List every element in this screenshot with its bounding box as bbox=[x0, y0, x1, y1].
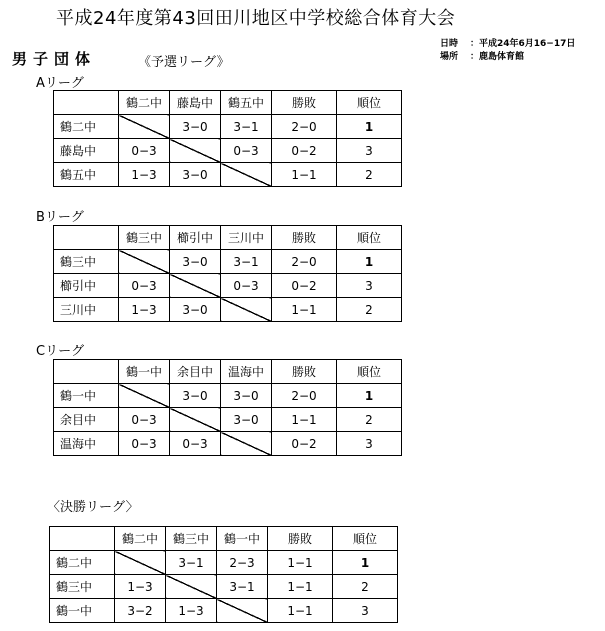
table-row bbox=[54, 298, 402, 322]
team-name-cell: 藤島中 bbox=[54, 139, 119, 163]
header-cell: 温海中 bbox=[221, 360, 272, 384]
score-cell: 0−3 bbox=[221, 274, 272, 298]
date-label: 日時 bbox=[440, 39, 459, 49]
header-cell: 余目中 bbox=[170, 360, 221, 384]
section-title: 男子団体 bbox=[12, 50, 97, 68]
score-cell: 3−0 bbox=[170, 384, 221, 408]
table-header-row bbox=[54, 226, 402, 250]
header-cell: 順位 bbox=[337, 226, 402, 250]
record-cell: 2−0 bbox=[272, 250, 337, 274]
score-cell: 3−0 bbox=[170, 298, 221, 322]
table-row bbox=[50, 599, 398, 623]
table-row bbox=[54, 250, 402, 274]
score-cell: 3−1 bbox=[221, 250, 272, 274]
table-row bbox=[50, 551, 398, 575]
diagonal-cell bbox=[170, 408, 221, 432]
record-cell: 1−1 bbox=[268, 575, 333, 599]
league-table bbox=[53, 225, 402, 322]
score-cell: 0−3 bbox=[119, 432, 170, 456]
header-cell: 鶴五中 bbox=[221, 91, 272, 115]
league-label: Cリーグ bbox=[36, 344, 85, 359]
header-cell bbox=[54, 226, 119, 250]
rank-cell: 3 bbox=[333, 599, 398, 623]
header-cell: 鶴二中 bbox=[119, 91, 170, 115]
team-name-cell: 余目中 bbox=[54, 408, 119, 432]
round-label: 《予選リーグ》 bbox=[138, 55, 230, 70]
diagonal-cell bbox=[221, 432, 272, 456]
table-row bbox=[54, 274, 402, 298]
score-cell: 0−3 bbox=[221, 139, 272, 163]
league-table bbox=[53, 359, 402, 456]
venue-value: ：鹿島体育館 bbox=[470, 52, 525, 62]
record-cell: 0−2 bbox=[272, 274, 337, 298]
team-name-cell: 鶴五中 bbox=[54, 163, 119, 187]
score-cell: 3−1 bbox=[217, 575, 268, 599]
team-name-cell: 鶴二中 bbox=[54, 115, 119, 139]
rank-cell: 2 bbox=[337, 298, 402, 322]
table-header-row bbox=[54, 360, 402, 384]
header-cell: 三川中 bbox=[221, 226, 272, 250]
page-title: 平成24年度第43回田川地区中学校総合体育大会 bbox=[56, 8, 456, 29]
score-cell: 3−1 bbox=[221, 115, 272, 139]
score-cell: 1−3 bbox=[119, 163, 170, 187]
rank-cell: 1 bbox=[337, 115, 402, 139]
record-cell: 0−2 bbox=[272, 432, 337, 456]
score-cell: 1−3 bbox=[115, 575, 166, 599]
team-name-cell: 鶴三中 bbox=[50, 575, 115, 599]
rank-cell: 3 bbox=[337, 274, 402, 298]
header-cell: 鶴三中 bbox=[166, 527, 217, 551]
rank-cell: 1 bbox=[337, 384, 402, 408]
header-cell: 勝敗 bbox=[272, 91, 337, 115]
header-cell bbox=[54, 91, 119, 115]
rank-cell: 2 bbox=[333, 575, 398, 599]
team-name-cell: 鶴一中 bbox=[50, 599, 115, 623]
header-cell: 勝敗 bbox=[268, 527, 333, 551]
rank-cell: 3 bbox=[337, 432, 402, 456]
table-header-row bbox=[54, 91, 402, 115]
header-cell: 櫛引中 bbox=[170, 226, 221, 250]
score-cell: 3−0 bbox=[221, 384, 272, 408]
diagonal-cell bbox=[221, 298, 272, 322]
record-cell: 1−1 bbox=[268, 551, 333, 575]
record-cell: 1−1 bbox=[272, 408, 337, 432]
header-cell bbox=[50, 527, 115, 551]
team-name-cell: 鶴一中 bbox=[54, 384, 119, 408]
diagonal-cell bbox=[170, 139, 221, 163]
diagonal-cell bbox=[170, 274, 221, 298]
diagonal-cell bbox=[119, 384, 170, 408]
header-cell: 鶴二中 bbox=[115, 527, 166, 551]
score-cell: 3−1 bbox=[166, 551, 217, 575]
team-name-cell: 温海中 bbox=[54, 432, 119, 456]
league-table bbox=[53, 90, 402, 187]
league-label: Bリーグ bbox=[36, 210, 84, 225]
diagonal-cell bbox=[217, 599, 268, 623]
record-cell: 0−2 bbox=[272, 139, 337, 163]
header-cell: 順位 bbox=[333, 527, 398, 551]
score-cell: 3−0 bbox=[221, 408, 272, 432]
diagonal-cell bbox=[221, 163, 272, 187]
diagonal-cell bbox=[119, 115, 170, 139]
header-cell: 勝敗 bbox=[272, 360, 337, 384]
team-name-cell: 鶴三中 bbox=[54, 250, 119, 274]
header-cell: 藤島中 bbox=[170, 91, 221, 115]
date-value: ：平成24年6月16−17日 bbox=[470, 39, 576, 49]
table-row bbox=[54, 408, 402, 432]
rank-cell: 2 bbox=[337, 408, 402, 432]
score-cell: 3−0 bbox=[170, 115, 221, 139]
table-row bbox=[54, 139, 402, 163]
record-cell: 1−1 bbox=[272, 298, 337, 322]
table-row bbox=[54, 163, 402, 187]
diagonal-cell bbox=[166, 575, 217, 599]
score-cell: 1−3 bbox=[166, 599, 217, 623]
rank-cell: 2 bbox=[337, 163, 402, 187]
score-cell: 3−2 bbox=[115, 599, 166, 623]
table-row bbox=[54, 384, 402, 408]
rank-cell: 1 bbox=[337, 250, 402, 274]
score-cell: 0−3 bbox=[119, 408, 170, 432]
record-cell: 1−1 bbox=[268, 599, 333, 623]
event-info bbox=[440, 38, 575, 64]
score-cell: 3−0 bbox=[170, 163, 221, 187]
table-header-row bbox=[50, 527, 398, 551]
score-cell: 0−3 bbox=[119, 274, 170, 298]
diagonal-cell bbox=[115, 551, 166, 575]
header-cell: 鶴三中 bbox=[119, 226, 170, 250]
header-cell bbox=[54, 360, 119, 384]
league-table bbox=[49, 526, 398, 623]
header-cell: 順位 bbox=[337, 91, 402, 115]
table-row bbox=[54, 115, 402, 139]
league-label: 〈決勝リーグ〉 bbox=[47, 500, 139, 515]
table-row bbox=[50, 575, 398, 599]
score-cell: 0−3 bbox=[170, 432, 221, 456]
rank-cell: 3 bbox=[337, 139, 402, 163]
team-name-cell: 鶴二中 bbox=[50, 551, 115, 575]
header-cell: 勝敗 bbox=[272, 226, 337, 250]
record-cell: 1−1 bbox=[272, 163, 337, 187]
team-name-cell: 三川中 bbox=[54, 298, 119, 322]
diagonal-cell bbox=[119, 250, 170, 274]
score-cell: 0−3 bbox=[119, 139, 170, 163]
score-cell: 1−3 bbox=[119, 298, 170, 322]
table-row bbox=[54, 432, 402, 456]
score-cell: 3−0 bbox=[170, 250, 221, 274]
header-cell: 鶴一中 bbox=[217, 527, 268, 551]
score-cell: 2−3 bbox=[217, 551, 268, 575]
venue-label: 場所 bbox=[440, 52, 459, 62]
league-label: Aリーグ bbox=[36, 76, 84, 91]
record-cell: 2−0 bbox=[272, 115, 337, 139]
rank-cell: 1 bbox=[333, 551, 398, 575]
team-name-cell: 櫛引中 bbox=[54, 274, 119, 298]
header-cell: 鶴一中 bbox=[119, 360, 170, 384]
header-cell: 順位 bbox=[337, 360, 402, 384]
record-cell: 2−0 bbox=[272, 384, 337, 408]
